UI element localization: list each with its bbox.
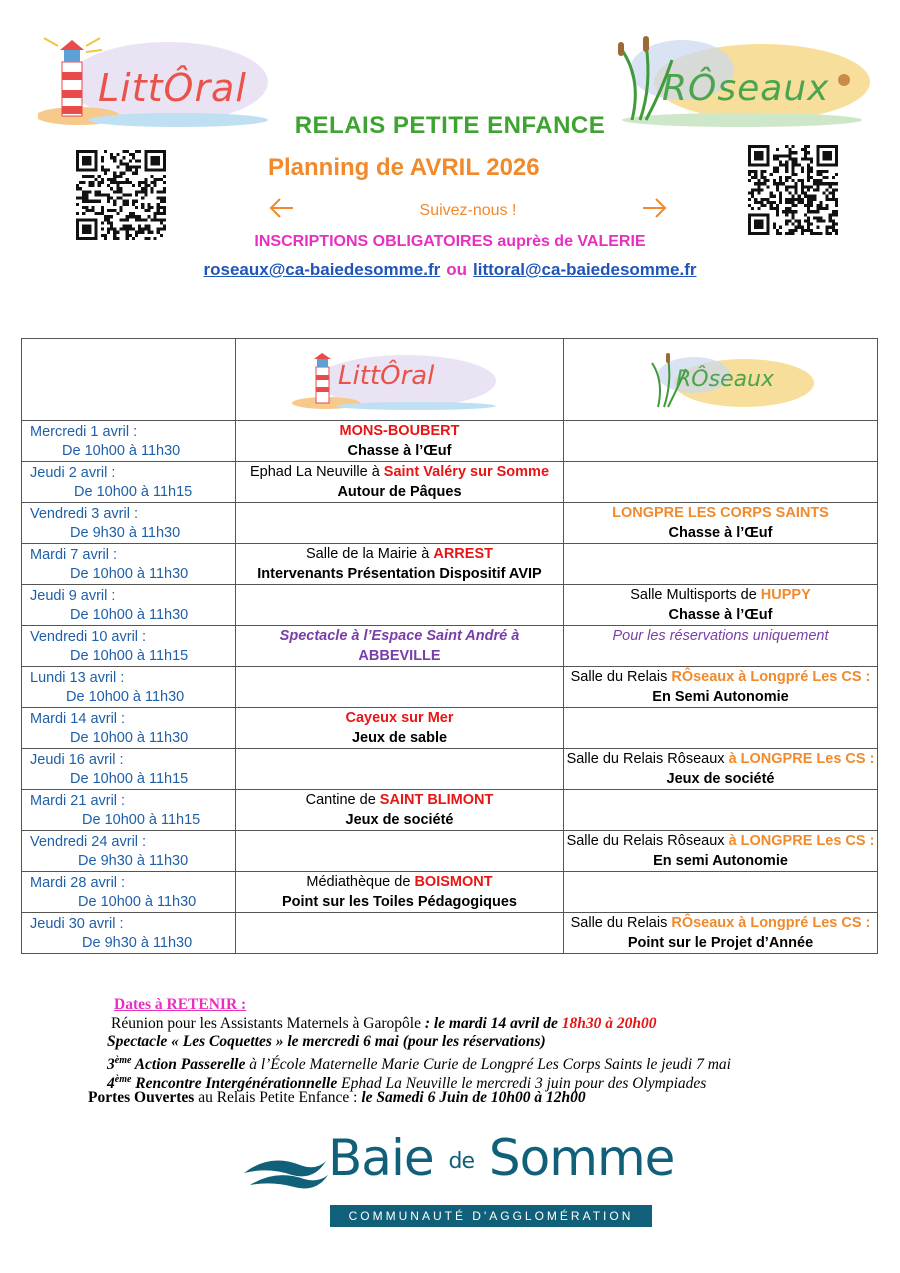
dates-to-remember-title: Dates à RETENIR : bbox=[114, 996, 247, 1013]
event-text: En Semi Autonomie bbox=[652, 689, 789, 705]
date-time: De 10h00 à 11h30 bbox=[70, 566, 189, 582]
event-text: Jeux de société bbox=[345, 812, 454, 828]
roseaux-event-cell bbox=[564, 585, 878, 626]
littoral-mini-logo bbox=[286, 351, 496, 411]
reminder-1-text: Réunion pour les Assistants Maternels à Garopôle bbox=[111, 1015, 425, 1032]
littoral-mini-logo-text: LittÔral bbox=[338, 361, 435, 391]
page-subtitle: Planning de AVRIL 2026 bbox=[268, 154, 540, 181]
littoral-event-cell bbox=[236, 749, 564, 790]
event-text: Pour les réservations uniquement bbox=[612, 628, 829, 644]
table-row bbox=[22, 708, 878, 749]
table-row bbox=[22, 421, 878, 462]
date-day: Jeudi 2 avril : bbox=[30, 465, 116, 481]
event-line bbox=[564, 667, 877, 687]
event-text: Salle du Relais bbox=[570, 915, 672, 931]
date-time: De 10h00 à 11h15 bbox=[70, 648, 189, 664]
event-line bbox=[236, 810, 563, 830]
table-header-row bbox=[22, 339, 878, 421]
brand-somme: Somme bbox=[488, 1129, 675, 1187]
date-time: De 10h00 à 11h30 bbox=[62, 443, 181, 459]
event-text: Jeux de sable bbox=[351, 730, 448, 746]
littoral-event-cell bbox=[236, 503, 564, 544]
date-cell bbox=[22, 421, 236, 462]
table-row bbox=[22, 667, 878, 708]
event-line bbox=[236, 441, 563, 461]
header-roseaux-cell bbox=[564, 339, 878, 421]
date-day: Jeudi 30 avril : bbox=[30, 916, 124, 932]
baie-de-somme-wordmark bbox=[328, 1129, 674, 1187]
event-line bbox=[564, 933, 877, 953]
event-line bbox=[236, 708, 563, 728]
date-cell bbox=[22, 503, 236, 544]
reminder-3-title: Action Passerelle bbox=[131, 1056, 246, 1074]
roseaux-event-cell bbox=[564, 544, 878, 585]
date-time: De 10h00 à 11h15 bbox=[74, 484, 193, 500]
qr-code-icon bbox=[76, 150, 166, 240]
header-empty-cell bbox=[22, 339, 236, 421]
page-title: RELAIS PETITE ENFANCE bbox=[294, 112, 606, 139]
event-text: Autour de Pâques bbox=[337, 484, 462, 500]
wave-icon bbox=[240, 1145, 330, 1205]
roseaux-event-cell bbox=[564, 667, 878, 708]
date-cell bbox=[22, 872, 236, 913]
agglomeration-band: COMMUNAUTÉ D'AGGLOMÉRATION bbox=[330, 1205, 652, 1227]
table-row bbox=[22, 913, 878, 954]
reminder-5-date: le Samedi 6 Juin de 10h00 à 12h00 bbox=[361, 1089, 586, 1106]
roseaux-event-cell bbox=[564, 913, 878, 954]
date-cell bbox=[22, 585, 236, 626]
reminder-3-text: à l’École Maternelle Marie Curie de Longpré Les Corps Saints le jeudi 7 mai bbox=[245, 1056, 731, 1074]
event-text: Médiathèque de bbox=[306, 874, 415, 890]
event-text: ABBEVILLE bbox=[358, 648, 441, 664]
email-link-littoral[interactable]: littoral@ca-baiedesomme.fr bbox=[473, 260, 697, 279]
reminder-3-number: 3 bbox=[107, 1056, 115, 1074]
event-line bbox=[564, 503, 877, 523]
table-row bbox=[22, 831, 878, 872]
date-cell bbox=[22, 913, 236, 954]
event-line bbox=[564, 626, 877, 646]
brand-de: de bbox=[448, 1149, 475, 1174]
date-time: De 10h00 à 11h15 bbox=[70, 771, 189, 787]
event-text: à LONGPRE Les CS : bbox=[728, 833, 875, 849]
roseaux-mini-logo-text: RÔseaux bbox=[676, 367, 775, 392]
event-text: à LONGPRE Les CS : bbox=[728, 751, 875, 767]
event-text: Cayeux sur Mer bbox=[345, 710, 454, 726]
date-cell bbox=[22, 667, 236, 708]
date-time: De 10h00 à 11h15 bbox=[82, 812, 201, 828]
event-line bbox=[564, 523, 877, 543]
roseaux-event-cell bbox=[564, 462, 878, 503]
roseaux-event-cell bbox=[564, 831, 878, 872]
date-day: Vendredi 24 avril : bbox=[30, 834, 147, 850]
reminder-line-1 bbox=[111, 1015, 656, 1034]
table-row bbox=[22, 790, 878, 831]
planning-table bbox=[21, 338, 878, 954]
email-link-roseaux[interactable]: roseaux@ca-baiedesomme.fr bbox=[203, 260, 441, 279]
date-day: Mercredi 1 avril : bbox=[30, 424, 138, 440]
event-text: RÔseaux à Longpré Les CS : bbox=[671, 669, 871, 685]
event-line bbox=[236, 482, 563, 502]
event-text: BOISMONT bbox=[414, 874, 493, 890]
reminder-line-2: Spectacle « Les Coquettes » le mercredi 6 mai (pour les réservations) bbox=[107, 1033, 546, 1050]
event-line bbox=[564, 831, 877, 851]
baie-de-somme-logo bbox=[240, 1129, 675, 1231]
follow-row bbox=[268, 194, 668, 222]
event-line bbox=[236, 462, 563, 482]
roseaux-event-cell bbox=[564, 626, 878, 667]
event-line bbox=[236, 544, 563, 564]
littoral-event-cell bbox=[236, 708, 564, 749]
event-text: En semi Autonomie bbox=[653, 853, 788, 869]
roseaux-event-cell bbox=[564, 872, 878, 913]
roseaux-logo-text: RÔseaux bbox=[662, 68, 830, 109]
contact-emails bbox=[0, 260, 900, 280]
qr-code-left[interactable] bbox=[76, 150, 166, 240]
reminder-4-text: Ephad La Neuville le mercredi 3 juin pour des Olympiades bbox=[337, 1075, 707, 1093]
event-text: Salle du Relais bbox=[570, 669, 672, 685]
inscriptions-notice: INSCRIPTIONS OBLIGATOIRES auprès de VALERIE bbox=[254, 233, 646, 250]
date-day: Mardi 7 avril : bbox=[30, 547, 118, 563]
event-line bbox=[564, 769, 877, 789]
reminder-line-5 bbox=[88, 1089, 586, 1108]
date-day: Mardi 28 avril : bbox=[30, 875, 126, 891]
reminder-1-hours: 18h30 à 20h00 bbox=[561, 1015, 657, 1032]
event-text: Point sur le Projet d’Année bbox=[627, 935, 814, 951]
event-text: LONGPRE LES CORPS SAINTS bbox=[612, 505, 829, 521]
date-time: De 10h00 à 11h30 bbox=[66, 689, 185, 705]
event-text: SAINT BLIMONT bbox=[379, 792, 494, 808]
date-time: De 9h30 à 11h30 bbox=[82, 935, 193, 951]
reminder-1-date: : le mardi 14 avril de bbox=[424, 1015, 562, 1032]
date-day: Mardi 21 avril : bbox=[30, 793, 126, 809]
table-row bbox=[22, 585, 878, 626]
event-line bbox=[564, 585, 877, 605]
littoral-event-cell bbox=[236, 585, 564, 626]
roseaux-event-cell bbox=[564, 749, 878, 790]
littoral-event-cell bbox=[236, 544, 564, 585]
table-row bbox=[22, 503, 878, 544]
reminder-5-title: Portes Ouvertes bbox=[88, 1089, 195, 1106]
littoral-event-cell bbox=[236, 421, 564, 462]
reminder-3-ordinal: ème bbox=[114, 1055, 132, 1066]
roseaux-event-cell bbox=[564, 421, 878, 462]
reminder-4-title: Rencontre Intergénérationnelle bbox=[131, 1075, 338, 1093]
roseaux-event-cell bbox=[564, 790, 878, 831]
event-line bbox=[564, 913, 877, 933]
date-day: Vendredi 10 avril : bbox=[30, 629, 147, 645]
event-line bbox=[236, 728, 563, 748]
date-cell bbox=[22, 544, 236, 585]
date-time: De 10h00 à 11h30 bbox=[70, 730, 189, 746]
event-text: Salle du Relais Rôseaux bbox=[566, 833, 729, 849]
roseaux-mini-logo bbox=[644, 349, 814, 411]
event-text: Salle Multisports de bbox=[630, 587, 761, 603]
event-text: Ephad La Neuville à bbox=[249, 464, 384, 480]
date-time: De 10h00 à 11h30 bbox=[70, 607, 189, 623]
event-text: Jeux de société bbox=[666, 771, 775, 787]
littoral-event-cell bbox=[236, 872, 564, 913]
littoral-event-cell bbox=[236, 667, 564, 708]
date-time: De 9h30 à 11h30 bbox=[70, 525, 181, 541]
event-line bbox=[236, 626, 563, 646]
date-cell bbox=[22, 462, 236, 503]
date-day: Vendredi 3 avril : bbox=[30, 506, 139, 522]
event-text: Salle de la Mairie à bbox=[306, 546, 434, 562]
event-line bbox=[564, 851, 877, 871]
date-cell bbox=[22, 790, 236, 831]
littoral-event-cell bbox=[236, 831, 564, 872]
date-time: De 9h30 à 11h30 bbox=[78, 853, 189, 869]
event-line bbox=[236, 421, 563, 441]
event-line bbox=[236, 564, 563, 584]
event-line bbox=[236, 646, 563, 666]
date-cell bbox=[22, 749, 236, 790]
event-text: Point sur les Toiles Pédagogiques bbox=[281, 894, 517, 910]
event-text: Intervenants Présentation Dispositif AVIP bbox=[257, 566, 542, 582]
table-row bbox=[22, 544, 878, 585]
roseaux-event-cell bbox=[564, 708, 878, 749]
littoral-event-cell bbox=[236, 913, 564, 954]
qr-code-right[interactable] bbox=[748, 145, 838, 235]
event-text: Chasse à l’Œuf bbox=[668, 525, 773, 541]
header-littoral-cell bbox=[236, 339, 564, 421]
table-row bbox=[22, 626, 878, 667]
event-text: Saint Valéry sur Somme bbox=[383, 464, 550, 480]
date-day: Jeudi 9 avril : bbox=[30, 588, 116, 604]
event-line bbox=[236, 872, 563, 892]
littoral-event-cell bbox=[236, 790, 564, 831]
email-separator: ou bbox=[446, 260, 468, 279]
table-row bbox=[22, 749, 878, 790]
event-line bbox=[236, 790, 563, 810]
littoral-event-cell bbox=[236, 462, 564, 503]
date-day: Mardi 14 avril : bbox=[30, 711, 126, 727]
date-time: De 10h00 à 11h30 bbox=[78, 894, 197, 910]
roseaux-event-cell bbox=[564, 503, 878, 544]
date-day: Lundi 13 avril : bbox=[30, 670, 125, 686]
event-line bbox=[564, 605, 877, 625]
follow-us-text: Suivez-nous ! bbox=[419, 202, 517, 219]
event-text: Spectacle à l’Espace Saint André à bbox=[279, 628, 520, 644]
event-text: ARREST bbox=[433, 546, 493, 562]
qr-code-icon bbox=[748, 145, 838, 235]
date-cell bbox=[22, 626, 236, 667]
event-line bbox=[236, 892, 563, 912]
date-cell bbox=[22, 708, 236, 749]
littoral-logo-text: LittÔral bbox=[98, 66, 247, 110]
arrow-right-icon bbox=[640, 194, 668, 222]
event-line bbox=[564, 749, 877, 769]
event-text: Chasse à l’Œuf bbox=[668, 607, 773, 623]
reminder-5-text: au Relais Petite Enfance : bbox=[194, 1089, 362, 1106]
brand-baie: Baie bbox=[328, 1129, 434, 1187]
event-text: RÔseaux à Longpré Les CS : bbox=[671, 915, 871, 931]
event-text: MONS-BOUBERT bbox=[339, 423, 460, 439]
event-text: HUPPY bbox=[760, 587, 811, 603]
date-day: Jeudi 16 avril : bbox=[30, 752, 124, 768]
event-text: Chasse à l’Œuf bbox=[347, 443, 452, 459]
reminder-4-number: 4 bbox=[107, 1075, 115, 1093]
event-line bbox=[564, 687, 877, 707]
event-text: Cantine de bbox=[305, 792, 380, 808]
reminder-4-ordinal: ème bbox=[114, 1074, 132, 1085]
date-cell bbox=[22, 831, 236, 872]
table-row bbox=[22, 872, 878, 913]
event-text: Salle du Relais Rôseaux bbox=[566, 751, 729, 767]
littoral-event-cell bbox=[236, 626, 564, 667]
table-row bbox=[22, 462, 878, 503]
